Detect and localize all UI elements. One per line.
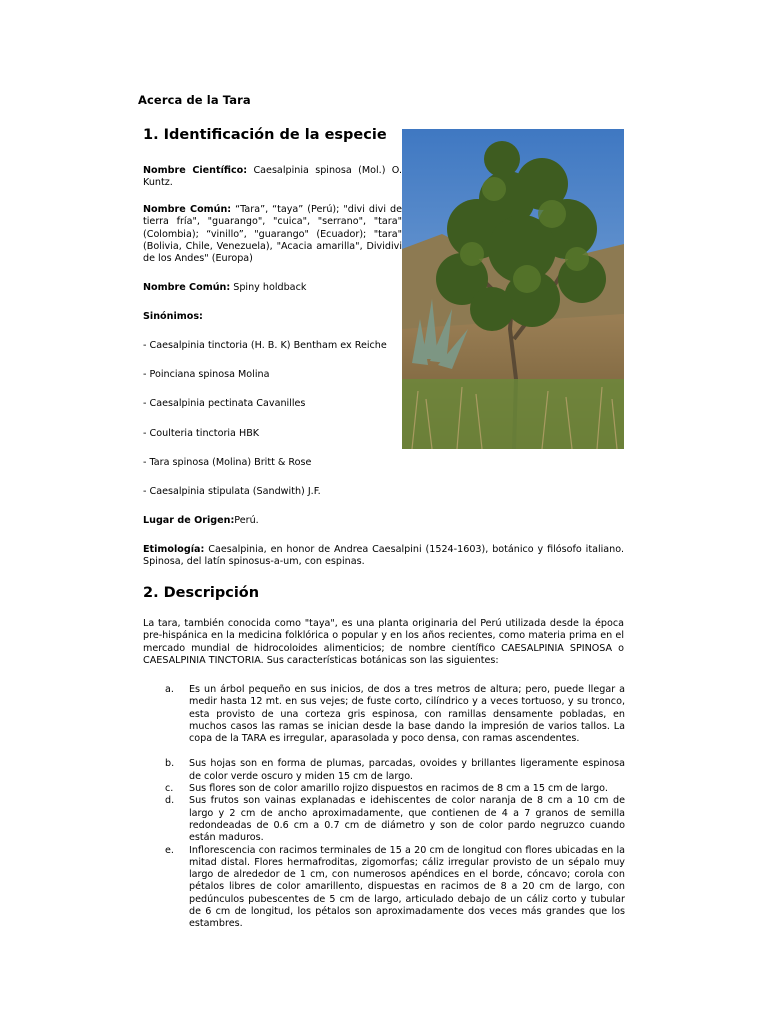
list-item-text: Sus hojas son en forma de plumas, parcadas, ovoides y brillantes ligeramente espinosa de color verde oscuro y miden 15 cm de largo. [189, 758, 625, 782]
common-name-value: “Tara”, “taya” (Perú); "divi divi de tierra fría", "guarango", "cuica", "serrano", "tara" (Colombia); “vinillo”, "guarango" (Ecuador); "tara" (Bolivia, Chile, Venezuela), "Acacia amarilla", Dividivi de los Andes" (Europa) [143, 204, 403, 265]
characteristics-list [143, 684, 625, 931]
common-name-english-paragraph [143, 282, 402, 294]
list-item-text: Sus flores son de color amarillo rojizo dispuestos en racimos de 8 cm a 15 cm de largo. [189, 783, 608, 795]
section-2-heading: 2. Descripción [143, 585, 260, 601]
list-marker: d. [165, 795, 175, 807]
list-item [143, 684, 625, 745]
list-marker: b. [165, 758, 175, 770]
list-item [143, 845, 625, 931]
scientific-name-paragraph [143, 165, 402, 190]
common-name-english-value: Spiny holdback [230, 282, 307, 293]
list-item-text: Es un árbol pequeño en sus inicios, de dos a tres metros de altura; pero, puede llegar a medir hasta 12 mt. en sus vejes; de fuste corto, cilíndrico y a veces tortuoso, y su tronco, esta provisto de una corteza gris espinosa, con ramillas densamente pobladas, en muchos casos las ramas se inician desde la base dando la impresión de varios tallos. La copa de la TARA es irregular, aparasolada y poco densa, con ramas ascendentes. [189, 684, 625, 745]
list-item [143, 783, 625, 795]
common-name-paragraph [143, 204, 402, 265]
list-item [143, 795, 625, 844]
etymology-label: Etimología: [143, 544, 205, 555]
list-item-text: Sus frutos son vainas explanadas e idehiscentes de color naranja de 8 cm a 10 cm de largo y 2 cm de ancho aproximadamente, que contienen de 4 a 7 granos de semilla redondeadas de 0.6 cm a 0.7 cm de diámetro y son de color pardo negruzco cuando están maduros. [189, 795, 625, 844]
origin-label: Lugar de Origen: [143, 515, 235, 526]
synonyms-heading [143, 311, 402, 323]
etymology-paragraph [143, 544, 624, 569]
origin-paragraph [143, 515, 402, 527]
synonym-item: - Coulteria tinctoria HBK [143, 428, 260, 439]
list-marker: c. [165, 783, 174, 795]
tara-tree-photo [402, 129, 624, 449]
common-name-english-label: Nombre Común: [143, 282, 231, 293]
synonyms-label: Sinónimos: [143, 311, 203, 322]
section-1-heading: 1. Identificación de la especie [143, 127, 387, 143]
synonym-item: - Poinciana spinosa Molina [143, 369, 270, 380]
scientific-name-label: Nombre Científico: [143, 165, 248, 176]
origin-value: Perú. [234, 515, 259, 526]
document-title: Acerca de la Tara [138, 93, 251, 107]
scientific-name-value: Caesalpinia spinosa (Mol.) O. Kuntz. [143, 165, 403, 189]
list-marker: e. [165, 844, 174, 856]
etymology-value: Caesalpinia, en honor de Andrea Caesalpini (1524-1603), botánico y filósofo italiano. Spinosa, del latín spinosus-a-um, con espinas. [143, 544, 624, 568]
common-name-label: Nombre Común: [143, 204, 232, 215]
description-intro: La tara, también conocida como "taya", es una planta originaria del Perú utilizada desde la época pre-hispánica en la medicina folklórica o popular y en los años recientes, como materia prima en el mercado mundial de hidrocoloides alimenticios; de nombre científico CAESALPINIA SPINOSA o CAESALPINIA TINCTORIA. Sus características botánicas son las siguientes: [143, 618, 624, 666]
list-item [143, 758, 625, 783]
synonym-item: - Tara spinosa (Molina) Britt & Rose [143, 457, 312, 468]
list-marker: a. [165, 684, 174, 695]
list-item-text: Inflorescencia con racimos terminales de 15 a 20 cm de longitud con flores ubicadas en la mitad distal. Flores hermafroditas, zigomorfas; cáliz irregular provisto de un sépalo muy largo de alrededor de 1 cm, con numerosos apéndices en el borde, cóncavo; corola con pétalos libres de color amarillento, dispuestas en racimos de 8 a 20 cm de largo, con pedúnculos pubescentes de 5 cm de largo, articulado debajo de un cáliz corto y tubular de 6 cm de longitud, los pétalos son aproximadamente dos veces más grandes que los estambres. [189, 844, 625, 930]
synonym-item: - Caesalpinia tinctoria (H. B. K) Bentham ex Reiche [143, 340, 387, 351]
synonym-item: - Caesalpinia pectinata Cavanilles [143, 398, 306, 409]
synonym-item: - Caesalpinia stipulata (Sandwith) J.F. [143, 486, 321, 497]
